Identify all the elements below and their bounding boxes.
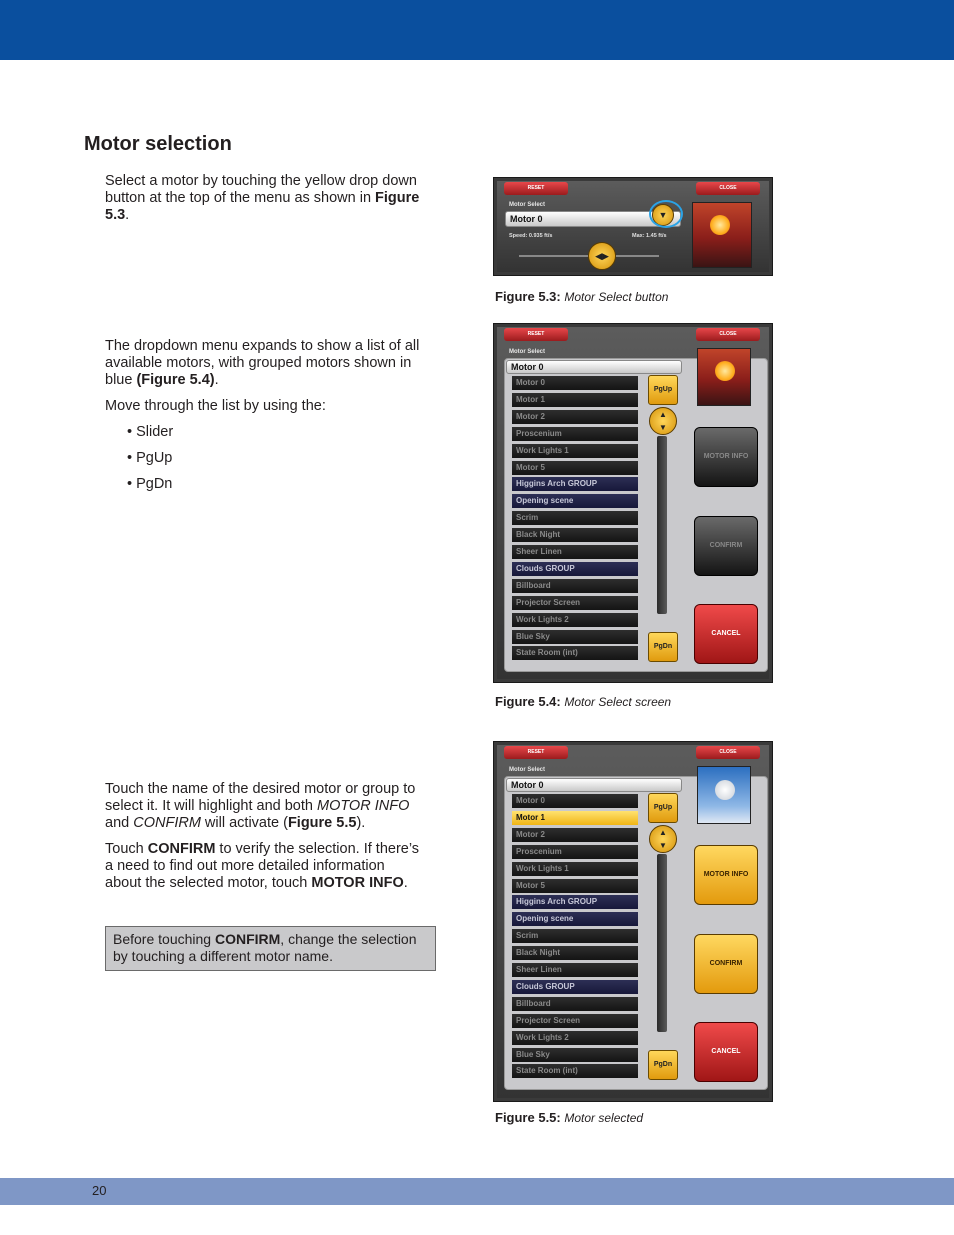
- list-item[interactable]: Work Lights 2: [512, 1031, 638, 1045]
- motor-info-button[interactable]: MOTOR INFO: [694, 427, 758, 487]
- paragraph-move-through-list: Move through the list by using the:: [105, 398, 326, 414]
- selected-motor-text: Motor 0: [511, 780, 544, 790]
- motor-select-label: Motor Select: [509, 767, 546, 773]
- list-item[interactable]: Work Lights 1: [512, 444, 638, 458]
- motor-info-button[interactable]: MOTOR INFO: [694, 845, 758, 905]
- slider-arrows-icon[interactable]: ▲ ▼: [649, 825, 677, 853]
- para1-end: .: [125, 207, 130, 223]
- list-item[interactable]: Scrim: [512, 929, 638, 943]
- para5-text-1: Touch: [105, 841, 148, 857]
- figure-ref-5-3: Figure 5.3: [105, 190, 420, 223]
- pgup-button[interactable]: PgUp: [648, 793, 678, 823]
- para4-text-3: will activate (: [200, 815, 288, 831]
- list-item[interactable]: Billboard: [512, 997, 638, 1011]
- close-button[interactable]: CLOSE: [696, 328, 760, 341]
- para4-text-1: Touch the name of the desired motor or group to select it. It will highlight and both: [105, 781, 416, 814]
- list-item[interactable]: Sheer Linen: [512, 545, 638, 559]
- list-item[interactable]: Sheer Linen: [512, 963, 638, 977]
- section-title: Motor selection: [84, 133, 232, 155]
- caption-figure-5-3: [495, 289, 668, 304]
- list-item[interactable]: Blue Sky: [512, 1048, 638, 1062]
- dropdown-arrow-icon[interactable]: ▼: [652, 204, 674, 226]
- para2-end: .: [214, 372, 219, 388]
- list-item[interactable]: Black Night: [512, 946, 638, 960]
- para5-confirm: CONFIRM: [147, 841, 216, 857]
- note-text-2: , change the selection by touching a different motor name.: [113, 931, 417, 964]
- list-slider[interactable]: [657, 854, 667, 1032]
- speed-text: Speed: 0.935 ft/s: [509, 233, 553, 239]
- list-item[interactable]: Billboard: [512, 579, 638, 593]
- confirm-button[interactable]: CONFIRM: [694, 934, 758, 994]
- list-item[interactable]: Motor 2: [512, 410, 638, 424]
- caption-figure-5-4: [495, 694, 671, 709]
- list-item[interactable]: Motor 0: [512, 794, 638, 808]
- motor-list: [512, 376, 640, 666]
- caption-5-3-label: Figure 5.3:: [495, 289, 561, 304]
- para1-text: Select a motor by touching the yellow drop down button at the top of the menu as shown in: [105, 173, 417, 206]
- list-item[interactable]: Motor 5: [512, 879, 638, 893]
- motor-image-sunset: [697, 348, 751, 406]
- list-item[interactable]: Blue Sky: [512, 630, 638, 644]
- note-box: [105, 926, 436, 971]
- note-text-1: Before touching: [113, 931, 215, 947]
- list-item[interactable]: Higgins Arch GROUP: [512, 895, 638, 909]
- motor-select-dropdown[interactable]: [506, 778, 682, 792]
- selected-motor-text: Motor 0: [511, 362, 544, 372]
- pgdn-button[interactable]: PgDn: [648, 1050, 678, 1080]
- slider-arrows-icon[interactable]: ▲ ▼: [649, 407, 677, 435]
- max-speed-text: Max: 1.45 ft/s: [632, 233, 667, 239]
- caption-figure-5-5: [495, 1110, 643, 1125]
- header-band: [0, 0, 954, 60]
- para5-motor-info: MOTOR INFO: [311, 875, 404, 891]
- figure-ref-5-5: Figure 5.5: [287, 815, 357, 831]
- list-item[interactable]: Opening scene: [512, 494, 638, 508]
- list-item[interactable]: Opening scene: [512, 912, 638, 926]
- motor-image-sunset: [692, 202, 752, 268]
- list-item[interactable]: Black Night: [512, 528, 638, 542]
- selected-motor-text: Motor 0: [510, 214, 543, 224]
- page-number: 20: [92, 1183, 107, 1198]
- note-confirm: CONFIRM: [214, 931, 281, 947]
- list-item[interactable]: State Room (int): [512, 646, 638, 660]
- para4-end: ).: [356, 815, 366, 831]
- list-item[interactable]: Projector Screen: [512, 596, 638, 610]
- paragraph-motor-select-intro: [105, 173, 425, 224]
- list-item[interactable]: Higgins Arch GROUP: [512, 477, 638, 491]
- cancel-button[interactable]: CANCEL: [694, 1022, 758, 1082]
- bullet-slider: • Slider: [127, 424, 174, 440]
- list-item[interactable]: Motor 0: [512, 376, 638, 390]
- list-item[interactable]: Proscenium: [512, 845, 638, 859]
- pgup-button[interactable]: PgUp: [648, 375, 678, 405]
- para2-text: The dropdown menu expands to show a list of all available motors, with grouped motors shown in blue: [105, 338, 420, 388]
- para4-text-2: and: [105, 815, 134, 831]
- caption-5-4-label: Figure 5.4:: [495, 694, 561, 709]
- list-item[interactable]: Motor 1: [512, 393, 638, 407]
- reset-button[interactable]: RESET: [504, 182, 568, 195]
- reset-button[interactable]: RESET: [504, 328, 568, 341]
- paragraph-dropdown-expands: [105, 338, 425, 389]
- list-item[interactable]: Projector Screen: [512, 1014, 638, 1028]
- caption-5-5-text: Motor selected: [564, 1111, 644, 1125]
- reset-button[interactable]: RESET: [504, 746, 568, 759]
- close-button[interactable]: CLOSE: [696, 182, 760, 195]
- footer-band: [0, 1178, 954, 1205]
- motor-select-dropdown[interactable]: [506, 360, 682, 374]
- list-item[interactable]: State Room (int): [512, 1064, 638, 1078]
- paragraph-touch-motor-name: [105, 781, 425, 832]
- caption-5-5-label: Figure 5.5:: [495, 1110, 561, 1125]
- figure-5-5-screen: [493, 741, 773, 1102]
- para5-text-2: to verify the selection. If there’s a need to find out more detailed information about the selected motor, touch: [105, 841, 420, 891]
- figure-5-3-screen: [493, 177, 773, 276]
- list-item[interactable]: Clouds GROUP: [512, 562, 638, 576]
- motor-image-moon: [697, 766, 751, 824]
- list-item[interactable]: Proscenium: [512, 427, 638, 441]
- motor-list: [512, 794, 640, 1084]
- para4-motor-info: MOTOR INFO: [316, 798, 410, 814]
- motor-select-label: Motor Select: [509, 349, 546, 355]
- pgdn-button[interactable]: PgDn: [648, 632, 678, 662]
- list-slider[interactable]: [657, 436, 667, 614]
- list-item[interactable]: Work Lights 1: [512, 862, 638, 876]
- bullet-pgup: • PgUp: [127, 450, 173, 466]
- caption-5-3-text: Motor Select button: [564, 290, 669, 304]
- speed-adjust-button[interactable]: ◀▶: [588, 242, 616, 270]
- list-item[interactable]: Clouds GROUP: [512, 980, 638, 994]
- close-button[interactable]: CLOSE: [696, 746, 760, 759]
- highlight-circle: [649, 200, 683, 228]
- paragraph-touch-confirm: [105, 841, 425, 892]
- list-item[interactable]: Scrim: [512, 511, 638, 525]
- list-item[interactable]: Motor 2: [512, 828, 638, 842]
- figure-ref-5-4: (Figure 5.4): [136, 372, 215, 388]
- list-item[interactable]: Work Lights 2: [512, 613, 638, 627]
- confirm-button[interactable]: CONFIRM: [694, 516, 758, 576]
- figure-5-4-screen: [493, 323, 773, 683]
- caption-5-4-text: Motor Select screen: [564, 695, 672, 709]
- list-item[interactable]: Motor 5: [512, 461, 638, 475]
- cancel-button[interactable]: CANCEL: [694, 604, 758, 664]
- para4-confirm: CONFIRM: [133, 815, 201, 831]
- bullet-pgdn: • PgDn: [127, 476, 173, 492]
- list-item[interactable]: Motor 1: [512, 811, 638, 825]
- motor-select-label: Motor Select: [509, 202, 546, 208]
- para5-end: .: [403, 875, 408, 891]
